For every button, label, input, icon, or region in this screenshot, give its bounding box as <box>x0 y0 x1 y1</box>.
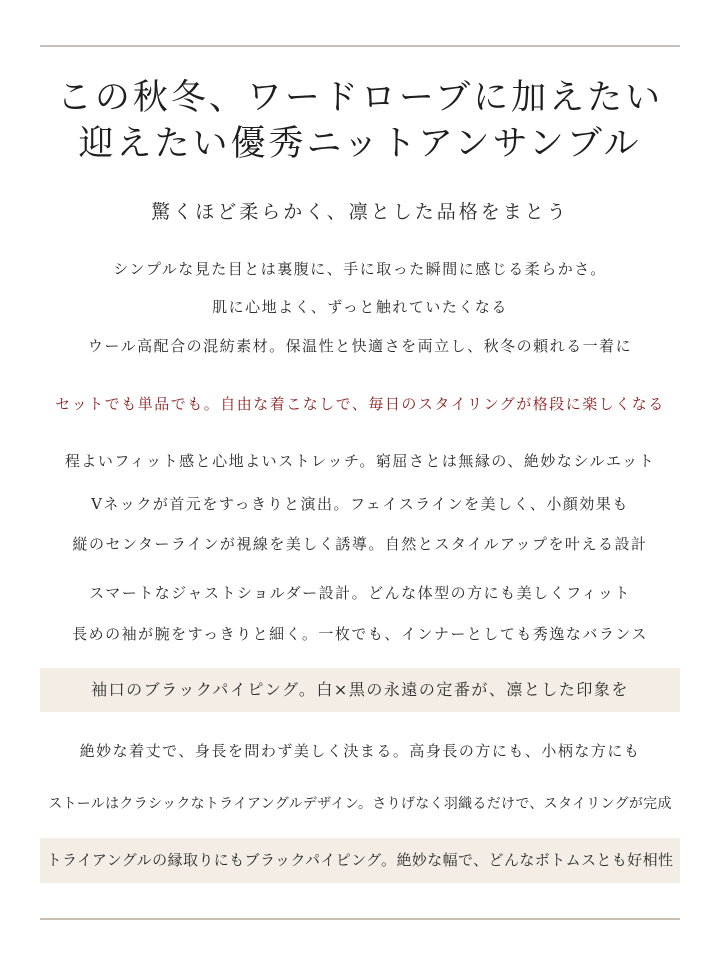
paragraph-material: ウール高配合の混紡素材。保温性と快適さを両立し、秋冬の頼れる一着に <box>87 337 633 355</box>
paragraph-sleeves: 長めの袖が腕をすっきりと細く。一枚でも、インナーとしても秀逸なバランス <box>72 625 648 643</box>
paragraph-length: 絶妙な着丈で、身長を問わず美しく決まる。高身長の方にも、小柄な方にも <box>79 742 641 760</box>
top-divider <box>40 45 680 47</box>
headline-line-2: 迎えたい優秀ニットアンサンブル <box>78 124 642 164</box>
highlight-band-trim <box>40 838 680 883</box>
accent-paragraph: セットでも単品でも。自由な着こなしで、毎日のスタイリングが格段に楽しくなる <box>55 395 665 413</box>
subheadline: 驚くほど柔らかく、凛とした品格をまとう <box>151 201 569 223</box>
highlight-band-trim-text: トライアングルの縁取りにもブラックパイピング。絶妙な幅で、どんなボトムスとも好相性 <box>46 851 674 869</box>
paragraph-soft-touch: シンプルな見た目とは裏腹に、手に取った瞬間に感じる柔らかさ。 <box>113 260 607 278</box>
highlight-band-piping-text: 袖口のブラックパイピング。白×黒の永遠の定番が、凛とした印象を <box>91 680 629 699</box>
paragraph-comfort: 肌に心地よく、ずっと触れていたくなる <box>212 298 508 316</box>
paragraph-center-line: 縦のセンターラインが視線を美しく誘導。自然とスタイルアップを叶える設計 <box>72 535 648 553</box>
paragraph-shoulder: スマートなジャストショルダー設計。どんな体型の方にも美しくフィット <box>89 584 631 602</box>
paragraph-stole: ストールはクラシックなトライアングルデザイン。さりげなく羽織るだけで、スタイリングが完成 <box>48 796 672 812</box>
bottom-divider <box>40 918 680 920</box>
highlight-band-piping <box>40 668 680 712</box>
headline-line-1: この秋冬、ワードローブに加えたい <box>56 78 664 118</box>
paragraph-v-neck: Vネックが首元をすっきりと演出。フェイスラインを美しく、小顔効果も <box>91 495 629 513</box>
paragraph-fit: 程よいフィット感と心地よいストレッチ。窮屈さとは無縁の、絶妙なシルエット <box>64 452 656 470</box>
